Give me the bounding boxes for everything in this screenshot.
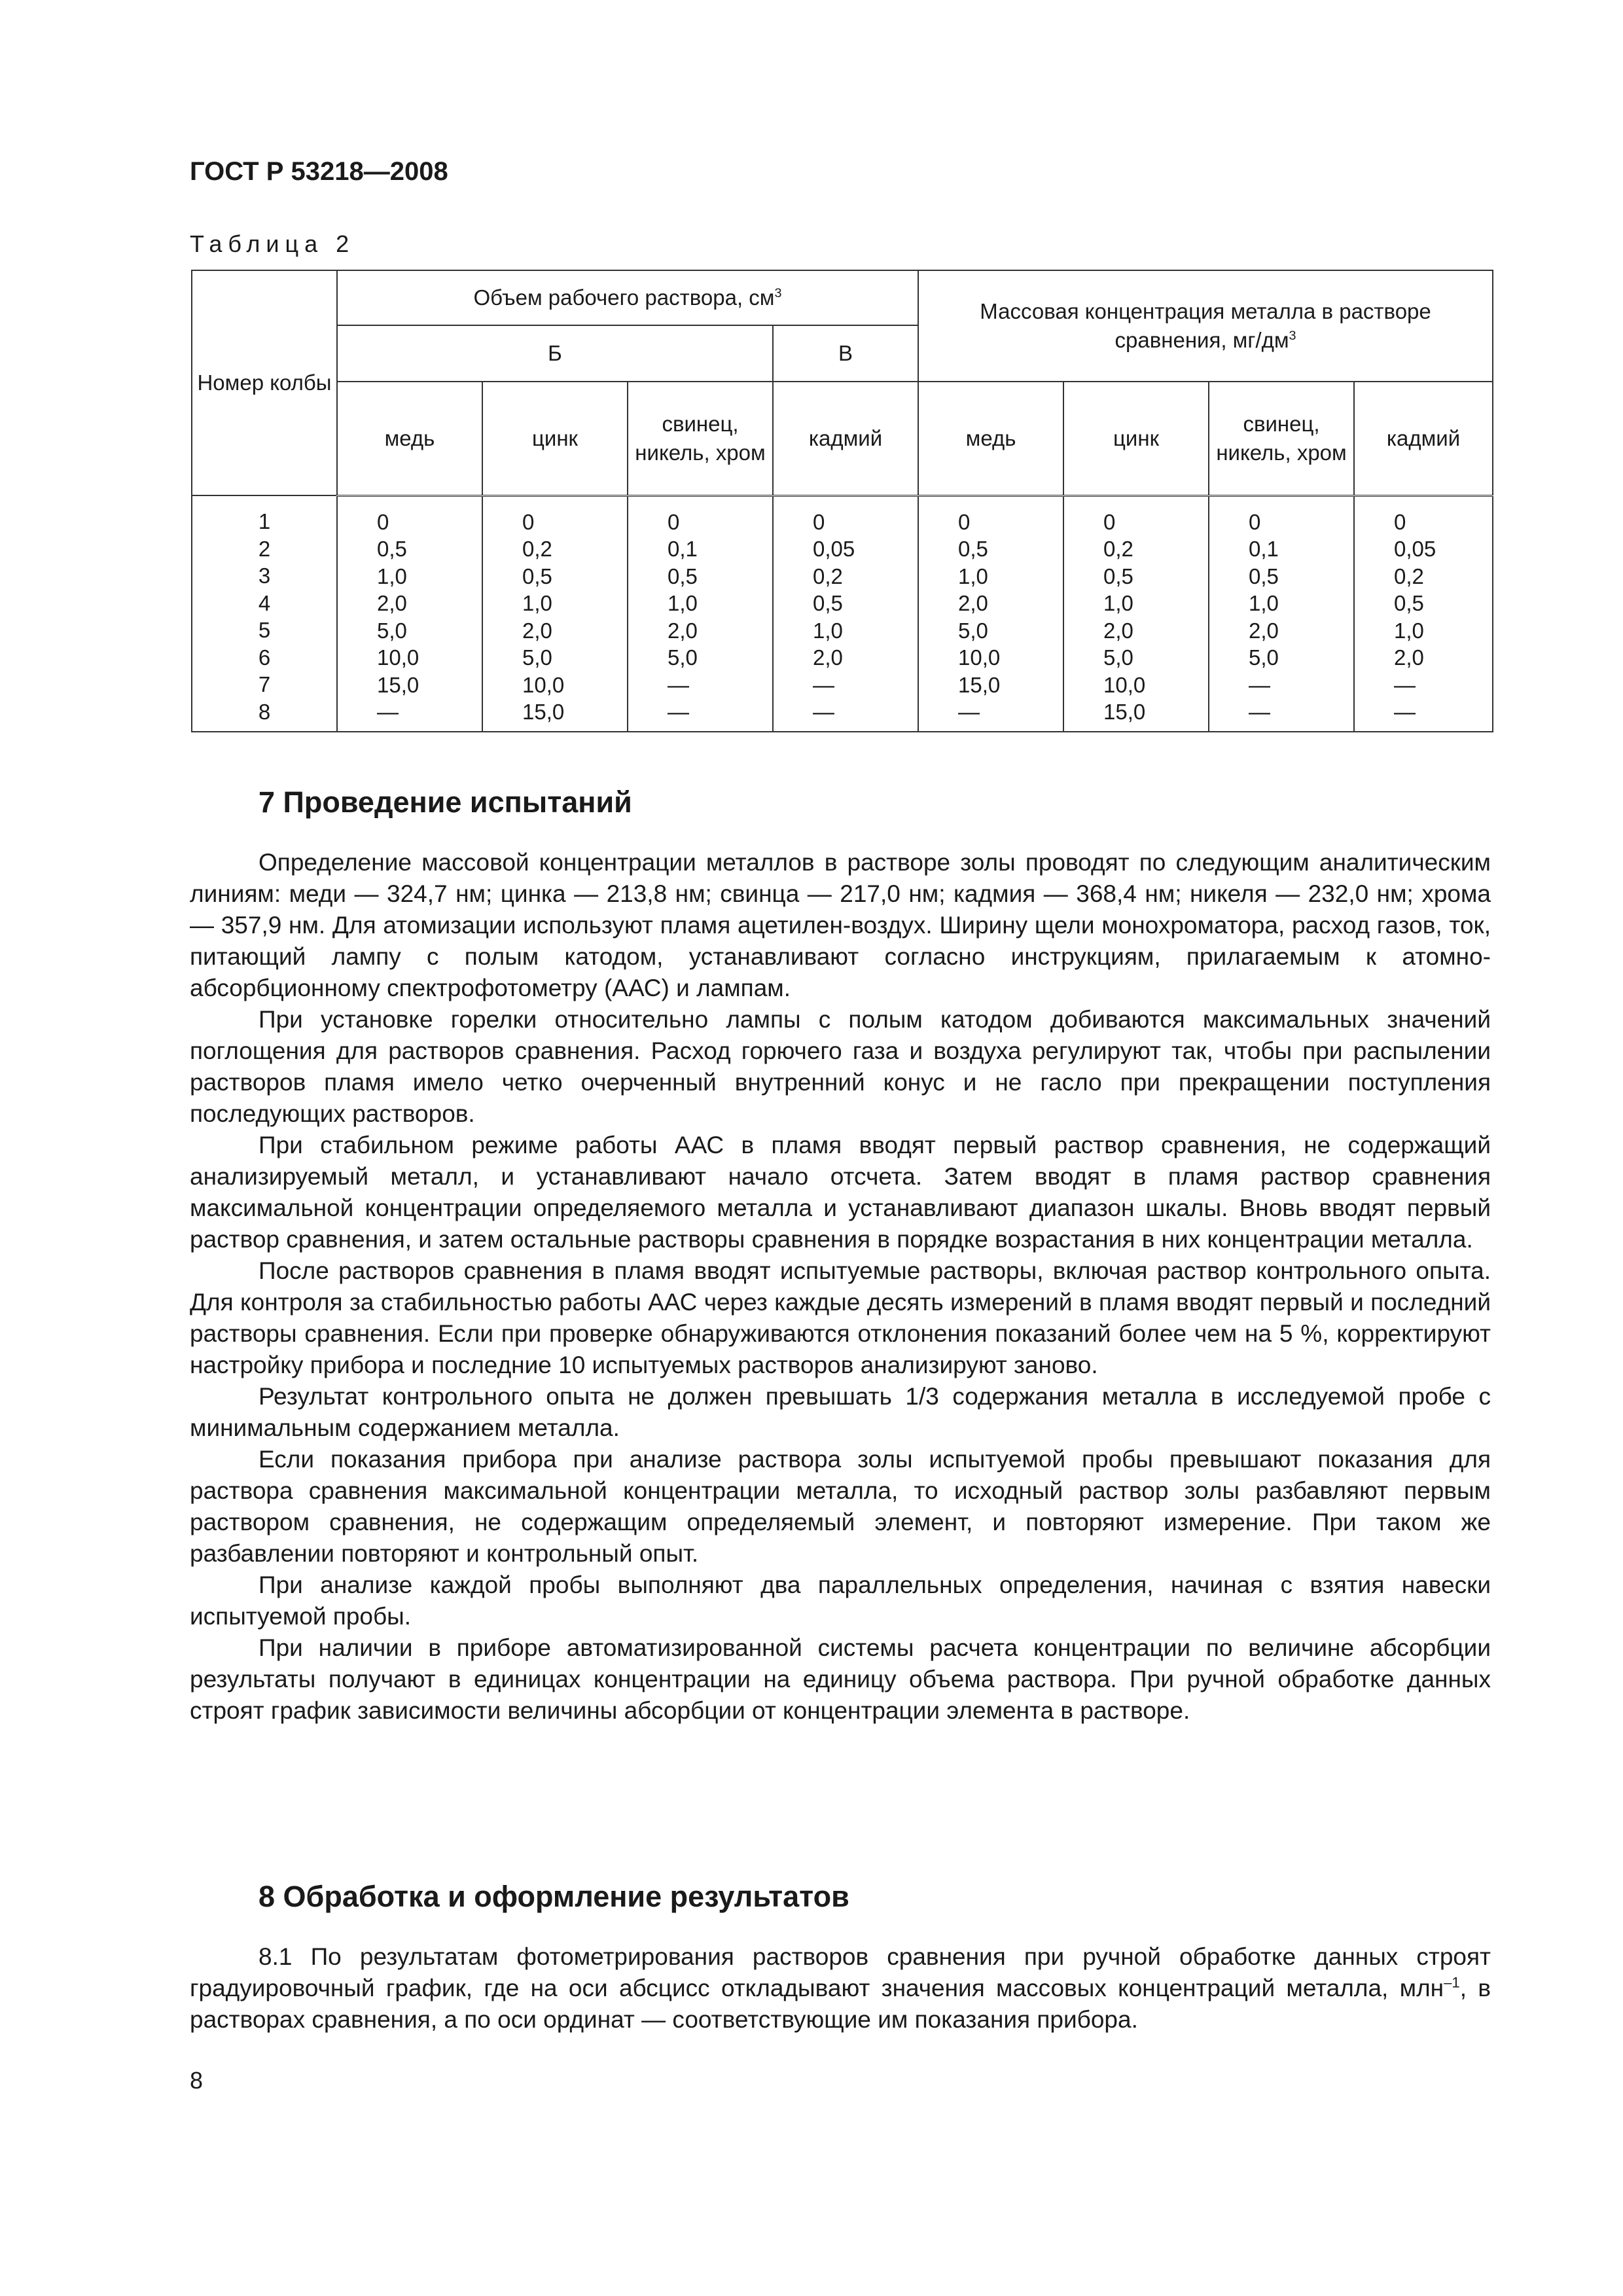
table-cell: 15,0 — [522, 700, 565, 724]
table-cell: 2,0 — [1394, 645, 1424, 670]
table-cell: 1,0 — [1249, 591, 1279, 615]
table-cell: — — [1249, 672, 1271, 697]
header-col-cadmium-conc: кадмий — [1354, 382, 1493, 495]
table-cell: 5,0 — [1103, 645, 1133, 670]
section-8-paragraph: 8.1 По результатам фотометрирования растворов сравнения при ручной обработке данных строят градуировочный график, где на оси абсцисс откладывают значения массовых концентраций металла, млн$^{-1}$, в растворах сравнения, а по оси ординат — соответствующие им показания прибора. — [190, 1943, 1491, 2033]
table-cell: 0 — [813, 509, 825, 534]
table-cell: 3 — [258, 564, 271, 588]
value-column — [482, 495, 628, 732]
header-sub-v: В — [773, 325, 918, 382]
section-7-paragraph: При анализе каждой пробы выполняют два параллельных определения, начиная с взятия навески испытуемой пробы. — [190, 1571, 1491, 1630]
table-cell: 10,0 — [377, 645, 419, 670]
table-cell: 10,0 — [522, 672, 565, 697]
table-cell: 1,0 — [377, 564, 407, 588]
table-cell: 2,0 — [668, 618, 698, 643]
header-col-copper: медь — [337, 382, 482, 495]
table-cell: — — [958, 700, 980, 724]
table-cell: 7 — [258, 672, 271, 696]
value-column — [337, 495, 482, 732]
header-sub-b: Б — [337, 325, 773, 382]
header-col-lead-nickel-chromium: свинец, никель, хром — [628, 382, 773, 495]
header-col-zinc: цинк — [482, 382, 628, 495]
flask-number-column — [192, 495, 337, 732]
table-cell: 2 — [258, 536, 271, 561]
table-cell: 1,0 — [1103, 591, 1133, 615]
value-column — [918, 495, 1063, 732]
value-column — [628, 495, 773, 732]
table-cell: 0,2 — [813, 564, 843, 588]
table-cell: 0,05 — [813, 537, 855, 561]
table-cell: 1,0 — [668, 591, 698, 615]
table-cell: 0 — [1394, 509, 1406, 534]
page-number: 8 — [190, 2067, 204, 2094]
table-caption: Таблица 2 — [190, 230, 355, 257]
data-table — [191, 270, 1493, 732]
table-cell: 2,0 — [813, 645, 843, 670]
table-cell: 1,0 — [958, 564, 988, 588]
section-7-title: 7 Проведение испытаний — [259, 785, 632, 819]
table-body-row — [192, 495, 1493, 732]
table-cell: 10,0 — [958, 645, 1001, 670]
table-cell: 0 — [958, 509, 971, 534]
table-cell: 5,0 — [522, 645, 552, 670]
table-cell: — — [813, 700, 834, 724]
document-code: ГОСТ Р 53218—2008 — [190, 157, 448, 186]
section-7-paragraph: Определение массовой концентрации металлов в растворе золы проводят по следующим аналитическим линиям: меди — 324,7 нм; цинка — 213,8 нм; свинца — 217,0 нм; кадмия — 368,4 нм; никеля — 232,0 нм; хрома — 357,9 нм. Для атомизации используют пламя ацетилен-воздух. Ширину щели монохроматора, расход газов, ток, питающий лампу с полым катодом, устанавливают согласно инструкциям, прилагаемым к атомно-абсорбционному спектрофотометру (ААС) и лампам. — [190, 849, 1491, 1001]
table-cell: 2,0 — [1249, 618, 1279, 643]
table-cell: 5,0 — [1249, 645, 1279, 670]
table-cell: — — [377, 700, 399, 724]
table-cell: 0,1 — [1249, 537, 1279, 561]
header-col-cadmium: кадмий — [773, 382, 918, 495]
section-8-body — [190, 1941, 1491, 2036]
section-7-paragraph: Если показания прибора при анализе раствора золы испытуемой пробы превышают показания для раствора сравнения максимальной концентрации металла, то исходный раствор золы разбавляют первым раствором сравнения, не содержащим определяемый элемент, и повторяют измерение. При таком же разбавлении повторяют и контрольный опыт. — [190, 1446, 1491, 1567]
table-cell: 0,5 — [668, 564, 698, 588]
table-cell: 0,5 — [958, 537, 988, 561]
table-cell: 0,5 — [1249, 564, 1279, 588]
table-cell: — — [1394, 672, 1416, 697]
section-7-paragraph: Результат контрольного опыта не должен превышать 1/3 содержания металла в исследуемой пробе с минимальным содержанием металла. — [190, 1383, 1491, 1441]
header-col-zinc-conc: цинк — [1063, 382, 1209, 495]
table-cell: — — [1394, 700, 1416, 724]
table-cell: 0 — [1103, 509, 1116, 534]
table-cell: 2,0 — [377, 591, 407, 615]
table-cell: 1,0 — [1394, 618, 1424, 643]
table-cell: 15,0 — [377, 672, 419, 697]
table-cell: — — [668, 672, 689, 697]
table-cell: 0 — [1249, 509, 1261, 534]
table-cell: 8 — [258, 699, 271, 724]
table-cell: 0,2 — [1103, 537, 1133, 561]
table-cell: 0,2 — [522, 537, 552, 561]
table-cell: 4 — [258, 590, 271, 615]
table-cell: 5,0 — [377, 618, 407, 643]
table-cell: 2,0 — [1103, 618, 1133, 643]
table-cell: 5 — [258, 618, 271, 642]
table-cell: 10,0 — [1103, 672, 1146, 697]
value-column — [1354, 495, 1493, 732]
value-column — [1209, 495, 1354, 732]
table-cell: 0,5 — [1394, 591, 1424, 615]
table-cell: 2,0 — [958, 591, 988, 615]
table-cell: 1,0 — [522, 591, 552, 615]
table-cell: 2,0 — [522, 618, 552, 643]
section-7-paragraph: После растворов сравнения в пламя вводят испытуемые растворы, включая раствор контрольного опыта. Для контроля за стабильностью работы ААС через каждые десять измерений в пламя вводят первый и последний растворы сравнения. Если при проверке обнаруживаются отклонения показаний более чем на 5 %, корректируют настройку прибора и последние 10 испытуемых растворов анализируют заново. — [190, 1257, 1491, 1378]
table-cell: 1,0 — [813, 618, 843, 643]
table-cell: 0,5 — [813, 591, 843, 615]
header-flask-number: Номер колбы — [192, 270, 337, 495]
table-cell: 0,05 — [1394, 537, 1436, 561]
header-col-lead-nickel-chromium-conc: свинец, никель, хром — [1209, 382, 1354, 495]
table-cell: 0,1 — [668, 537, 698, 561]
table-cell: 6 — [258, 645, 271, 670]
table-cell: 5,0 — [958, 618, 988, 643]
header-col-copper-conc: медь — [918, 382, 1063, 495]
table-cell: — — [813, 672, 834, 697]
table-cell: 0,5 — [377, 537, 407, 561]
table-cell: 0,5 — [1103, 564, 1133, 588]
table-cell: 0 — [377, 509, 389, 534]
value-column — [1063, 495, 1209, 732]
table-cell: 0 — [522, 509, 535, 534]
section-7-paragraph: При стабильном режиме работы ААС в пламя вводят первый раствор сравнения, не содержащий анализируемый металл, и устанавливают начало отсчета. Затем вводят в пламя раствор сравнения максимальной концентрации определяемого металла и устанавливают диапазон шкалы. Вновь вводят первый раствор сравнения, и затем остальные растворы сравнения в порядке возрастания в них концентрации металла. — [190, 1132, 1491, 1253]
section-7-paragraph: При наличии в приборе автоматизированной системы расчета концентрации по величине абсорбции результаты получают в единицах концентрации на единицу объема раствора. При ручной обработке данных строят график зависимости величины абсорбции от концентрации элемента в растворе. — [190, 1634, 1491, 1724]
section-7-paragraph: При установке горелки относительно лампы с полым катодом добиваются максимальных значений поглощения для растворов сравнения. Расход горючего газа и воздуха регулируют так, чтобы при распылении растворов пламя имело четко очерченный внутренний конус и не гасло при прекращении поступления последующих растворов. — [190, 1006, 1491, 1127]
header-volume-group: Объем рабочего раствора, $см^3$ — [337, 270, 918, 325]
section-8-title: 8 Обработка и оформление результатов — [259, 1880, 849, 1913]
table-cell: 0,5 — [522, 564, 552, 588]
table-cell: — — [1249, 700, 1271, 724]
table-cell: 0 — [668, 509, 680, 534]
table-cell: — — [668, 700, 689, 724]
table-cell: 1 — [258, 509, 271, 533]
table-cell: 0,2 — [1394, 564, 1424, 588]
table-cell: 5,0 — [668, 645, 698, 670]
value-column — [773, 495, 918, 732]
section-7-body — [190, 847, 1491, 1727]
table-cell: 15,0 — [958, 672, 1001, 697]
header-concentration-group: Массовая концентрация металла в растворе сравнения, $мг/дм^3$ — [918, 270, 1493, 382]
table-cell: 15,0 — [1103, 700, 1146, 724]
